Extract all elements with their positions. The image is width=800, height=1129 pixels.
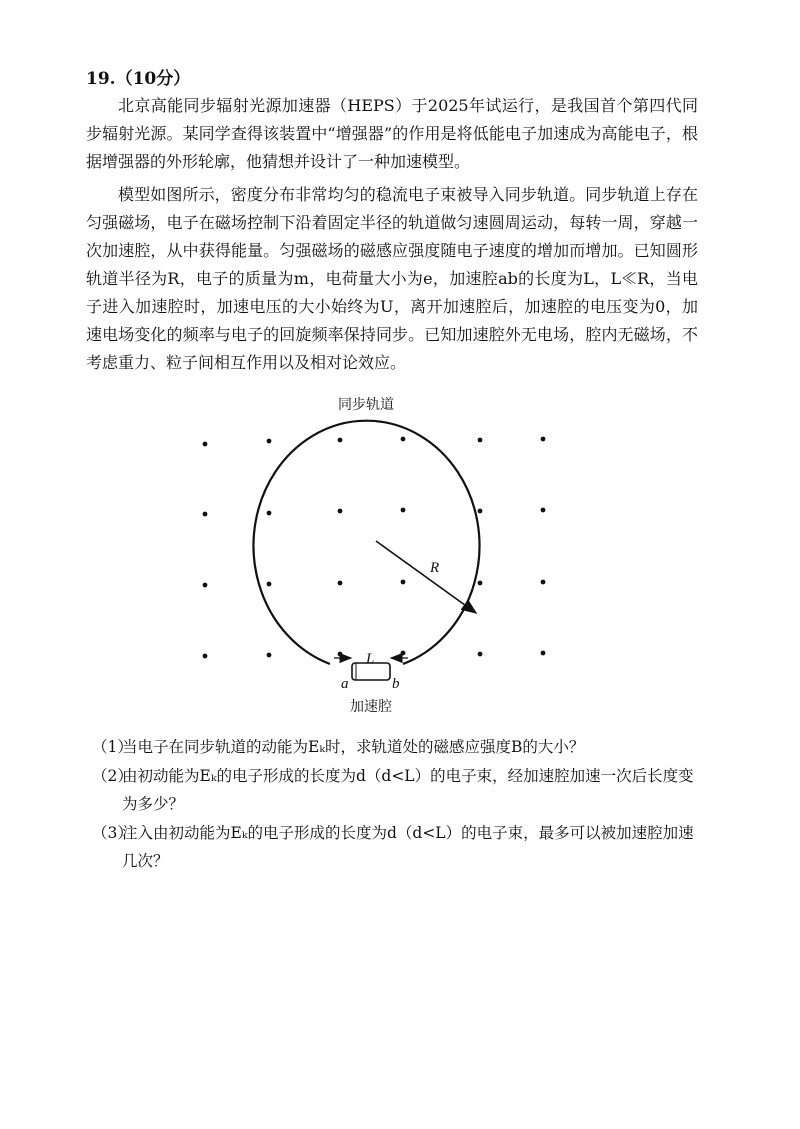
field-dot: [478, 581, 483, 586]
cavity-label: 加速腔: [350, 699, 392, 715]
field-dot: [541, 580, 546, 585]
question-title: 19.（10分）: [86, 69, 191, 89]
subquestion-continuation: 为多少？: [122, 795, 185, 813]
subquestion-number: （1）: [92, 738, 133, 756]
subquestion-text: 由初动能为Eₖ的电子形成的长度为d（d<L）的电子束，经加速腔加速一次后长度变: [122, 767, 694, 785]
subquestion-text: 注入由初动能为Eₖ的电子形成的长度为d（d<L）的电子束，最多可以被加速腔加速: [122, 824, 694, 842]
field-dot: [203, 512, 208, 517]
subquestion-number: （3）: [92, 824, 133, 842]
field-dot: [541, 651, 546, 656]
subquestion-3: [92, 819, 698, 875]
field-dot: [478, 509, 483, 514]
radius-arrow: [376, 541, 476, 613]
field-dot: [338, 509, 343, 514]
field-dot: [541, 437, 546, 442]
field-dot: [401, 437, 406, 442]
field-dot: [541, 508, 546, 513]
subquestion-text: 当电子在同步轨道的动能为Eₖ时，求轨道处的磁感应强度B的大小？: [122, 738, 585, 756]
figure-svg: [180, 388, 580, 723]
field-dot: [401, 580, 406, 585]
field-dot: [267, 439, 272, 444]
question-paragraph-2: 模型如图所示，密度分布非常均匀的稳流电子束被导入同步轨道。同步轨道上存在匀强磁场，电子在磁场控制下沿着固定半径的轨道做匀速圆周运动，每转一周，穿越一次加速腔，从中获得能量。匀强磁场的磁感应强度随电子速度的增加而增加。已知圆形轨道半径为R，电子的质量为m，电荷量大小为e，加速腔ab的长度为L，L≪R，当电子进入加速腔时，加速电压的大小始终为U，离开加速腔后，加速腔的电压变为0，加速电场变化的频率与电子的回旋频率保持同步。已知加速腔外无电场，腔内无磁场，不考虑重力、粒子间相互作用以及相对论效应。: [86, 185, 698, 372]
question-paragraph-1: 北京高能同步辐射光源加速器（HEPS）于2025年试运行，是我国首个第四代同步辐射光源。某同学查得该装置中“增强器”的作用是将低能电子加速成为高能电子，根据增强器的外形轮廓，他猜想并设计了一种加速模型。: [86, 96, 698, 171]
length-label: L: [366, 651, 375, 667]
orbit-label: 同步轨道: [338, 397, 394, 413]
field-dot: [401, 651, 406, 656]
subquestion-number: （2）: [92, 767, 133, 785]
radius-label: R: [430, 560, 440, 576]
synchrotron-figure: [180, 388, 580, 723]
field-dot: [267, 511, 272, 516]
field-dot: [203, 442, 208, 447]
field-dot: [338, 438, 343, 443]
field-dot: [338, 652, 343, 657]
field-dot: [478, 652, 483, 657]
point-b-label: b: [392, 676, 400, 692]
field-dot: [267, 653, 272, 658]
point-a-label: a: [341, 676, 349, 692]
field-dot: [203, 583, 208, 588]
subquestion-1: [92, 733, 698, 761]
synchronous-orbit: [254, 421, 480, 664]
field-dot: [478, 438, 483, 443]
subquestion-2: [92, 762, 698, 818]
field-dot: [267, 582, 272, 587]
subquestion-continuation: 几次？: [122, 852, 169, 870]
field-dot: [338, 581, 343, 586]
field-dot: [401, 508, 406, 513]
field-dot: [203, 654, 208, 659]
